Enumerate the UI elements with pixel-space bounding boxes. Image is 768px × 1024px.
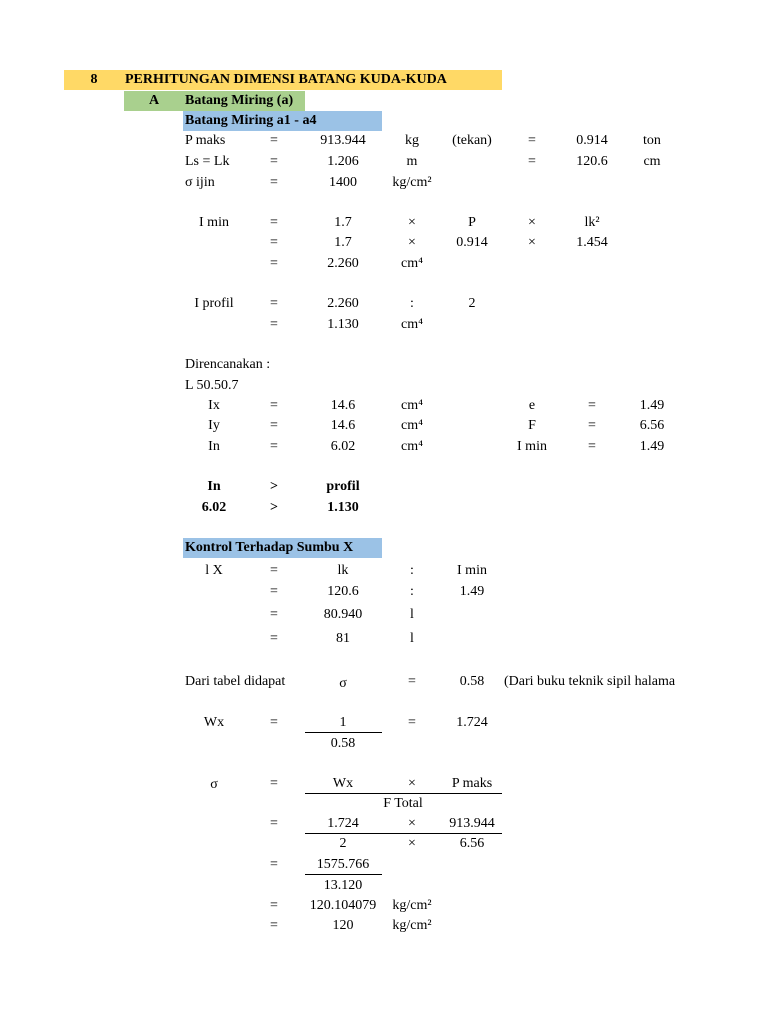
wx-label: Wx — [203, 715, 225, 730]
imin-r1-c: lk² — [584, 215, 600, 230]
kontrol-r1-b: I min — [457, 563, 487, 578]
kontrol-r3-a: 80.940 — [323, 607, 363, 622]
design-in-label: In — [208, 439, 220, 454]
stress-r3-a: 2 — [339, 836, 347, 851]
section-title: Batang Miring (a) — [185, 93, 294, 108]
stress-r1-op: × — [408, 776, 416, 791]
pmaks-label: P maks — [185, 133, 226, 148]
imin-r3-unit: cm⁴ — [401, 256, 423, 271]
imin-r2-eq: = — [270, 235, 278, 250]
iprofil-r1-op: : — [410, 296, 414, 311]
wx-value: 1.724 — [456, 715, 488, 730]
compare-r1-a: In — [207, 479, 221, 494]
design-iy-unit: cm⁴ — [401, 418, 423, 433]
design-label: Direncanakan : — [185, 357, 271, 372]
stress-r5-unit: kg/cm² — [392, 898, 432, 913]
sigma-ijin-value: 1400 — [329, 175, 357, 190]
ls-value-cm: 120.6 — [576, 154, 608, 169]
stress-r4-den: 13.120 — [323, 878, 363, 893]
design-ix-eq: = — [270, 398, 278, 413]
stress-r5-value: 120.104079 — [309, 898, 377, 913]
pmaks-unit: kg — [405, 133, 419, 148]
design-ix-unit: cm⁴ — [401, 398, 423, 413]
kontrol-title: Kontrol Terhadap Sumbu X — [185, 540, 354, 555]
stress-r2-b: 913.944 — [449, 816, 495, 831]
section-letter: A — [148, 93, 160, 108]
subsection-title: Batang Miring a1 - a4 — [185, 113, 317, 128]
imin-r1-op1: × — [408, 215, 416, 230]
wx-denominator: 0.58 — [330, 736, 356, 751]
iprofil-r2-unit: cm⁴ — [401, 317, 423, 332]
tabel-note: (Dari buku teknik sipil halama — [504, 674, 676, 689]
kontrol-r1-a: lk — [337, 563, 349, 578]
stress-r6-eq: = — [270, 918, 278, 933]
compare-r2-a: 6.02 — [201, 500, 227, 515]
design-iy-label: Iy — [208, 418, 220, 433]
design-in-unit: cm⁴ — [401, 439, 423, 454]
design-e-eq: = — [588, 398, 596, 413]
ls-value: 1.206 — [327, 154, 359, 169]
pmaks-unit-ton: ton — [643, 133, 661, 148]
stress-r3-b: 6.56 — [459, 836, 485, 851]
design-e-label: e — [528, 398, 536, 413]
stress-r2-fraction-line — [305, 833, 502, 834]
tabel-eq: = — [408, 674, 416, 689]
stress-r4-num: 1575.766 — [316, 857, 370, 872]
design-in-eq: = — [270, 439, 278, 454]
design-iy-value: 14.6 — [330, 418, 356, 433]
design-ix-label: Ix — [208, 398, 220, 413]
tabel-label: Dari tabel didapat — [185, 674, 286, 689]
kontrol-r3-eq: = — [270, 607, 278, 622]
stress-r3-op: × — [408, 836, 416, 851]
tabel-value: 0.58 — [459, 674, 485, 689]
stress-r6-value: 120 — [332, 918, 354, 933]
design-in-value: 6.02 — [330, 439, 356, 454]
stress-r1-b: P maks — [451, 776, 493, 791]
ls-eq: = — [270, 154, 278, 169]
wx-fraction-line — [305, 732, 382, 733]
stress-r2-op: × — [408, 816, 416, 831]
stress-r1-eq: = — [270, 776, 278, 791]
design-profile: L 50.50.7 — [185, 378, 239, 393]
stress-r1-den: F Total — [383, 796, 423, 811]
kontrol-r4-eq: = — [270, 631, 278, 646]
imin-r3-a: 2.260 — [327, 256, 359, 271]
iprofil-r2-a: 1.130 — [327, 317, 359, 332]
stress-r2-a: 1.724 — [327, 816, 359, 831]
pmaks-eq2: = — [528, 133, 536, 148]
stress-r2-eq: = — [270, 816, 278, 831]
compare-r2-b: 1.130 — [327, 500, 359, 515]
wx-eq2: = — [408, 715, 416, 730]
iprofil-r1-a: 2.260 — [327, 296, 359, 311]
kontrol-r2-op: : — [410, 584, 414, 599]
design-f-value: 6.56 — [639, 418, 665, 433]
pmaks-note: (tekan) — [452, 133, 492, 148]
design-iy-eq: = — [270, 418, 278, 433]
pmaks-value: 913.944 — [320, 133, 366, 148]
iprofil-r1-eq: = — [270, 296, 278, 311]
design-f-eq: = — [588, 418, 596, 433]
pmaks-eq: = — [270, 133, 278, 148]
kontrol-r2-a: 120.6 — [327, 584, 359, 599]
kontrol-r2-eq: = — [270, 584, 278, 599]
imin-label: I min — [199, 215, 229, 230]
design-e-value: 1.49 — [639, 398, 665, 413]
ls-unit-cm: cm — [643, 154, 661, 169]
stress-r1-a: Wx — [332, 776, 354, 791]
iprofil-label: I profil — [194, 296, 234, 311]
imin-r2-c: 1.454 — [576, 235, 608, 250]
section-number: 8 — [90, 72, 98, 87]
compare-r1-op: > — [270, 479, 278, 494]
stress-r5-eq: = — [270, 898, 278, 913]
sigma-ijin-unit: kg/cm² — [392, 175, 432, 190]
kontrol-label: l X — [205, 563, 223, 578]
design-f-label: F — [528, 418, 536, 433]
compare-r1-b: profil — [326, 479, 360, 494]
imin-r3-eq: = — [270, 256, 278, 271]
kontrol-r1-op: : — [410, 563, 414, 578]
stress-r4-fraction-line — [305, 874, 382, 875]
imin-r1-eq: = — [270, 215, 278, 230]
kontrol-r1-eq: = — [270, 563, 278, 578]
ls-eq2: = — [528, 154, 536, 169]
iprofil-r2-eq: = — [270, 317, 278, 332]
compare-r2-op: > — [270, 500, 278, 515]
stress-r6-unit: kg/cm² — [392, 918, 432, 933]
kontrol-r2-b: 1.49 — [459, 584, 485, 599]
kontrol-r4-a: 81 — [336, 631, 350, 646]
imin-r2-b: 0.914 — [456, 235, 488, 250]
wx-numerator: 1 — [339, 715, 347, 730]
design-imin-eq: = — [588, 439, 596, 454]
stress-label: σ — [210, 777, 218, 792]
stress-r1-fraction-line — [305, 793, 502, 794]
design-ix-value: 14.6 — [330, 398, 356, 413]
sigma-ijin-eq: = — [270, 175, 278, 190]
imin-r2-op1: × — [408, 235, 416, 250]
ls-unit: m — [406, 154, 418, 169]
iprofil-r1-b: 2 — [468, 296, 476, 311]
kontrol-r3-unit: l — [410, 607, 414, 622]
imin-r1-op2: × — [528, 215, 536, 230]
pmaks-value-ton: 0.914 — [576, 133, 608, 148]
sigma-ijin-label: σ ijin — [185, 175, 215, 190]
imin-r2-op2: × — [528, 235, 536, 250]
design-imin-value: 1.49 — [639, 439, 665, 454]
imin-r2-a: 1.7 — [334, 235, 352, 250]
design-imin-label: I min — [517, 439, 547, 454]
wx-eq: = — [270, 715, 278, 730]
imin-r1-a: 1.7 — [334, 215, 352, 230]
ls-label: Ls = Lk — [185, 154, 230, 169]
kontrol-r4-unit: l — [410, 631, 414, 646]
imin-r1-b: P — [468, 215, 476, 230]
tabel-symbol: σ — [339, 676, 347, 691]
page-title: PERHITUNGAN DIMENSI BATANG KUDA-KUDA — [125, 72, 447, 87]
stress-r4-eq: = — [270, 857, 278, 872]
